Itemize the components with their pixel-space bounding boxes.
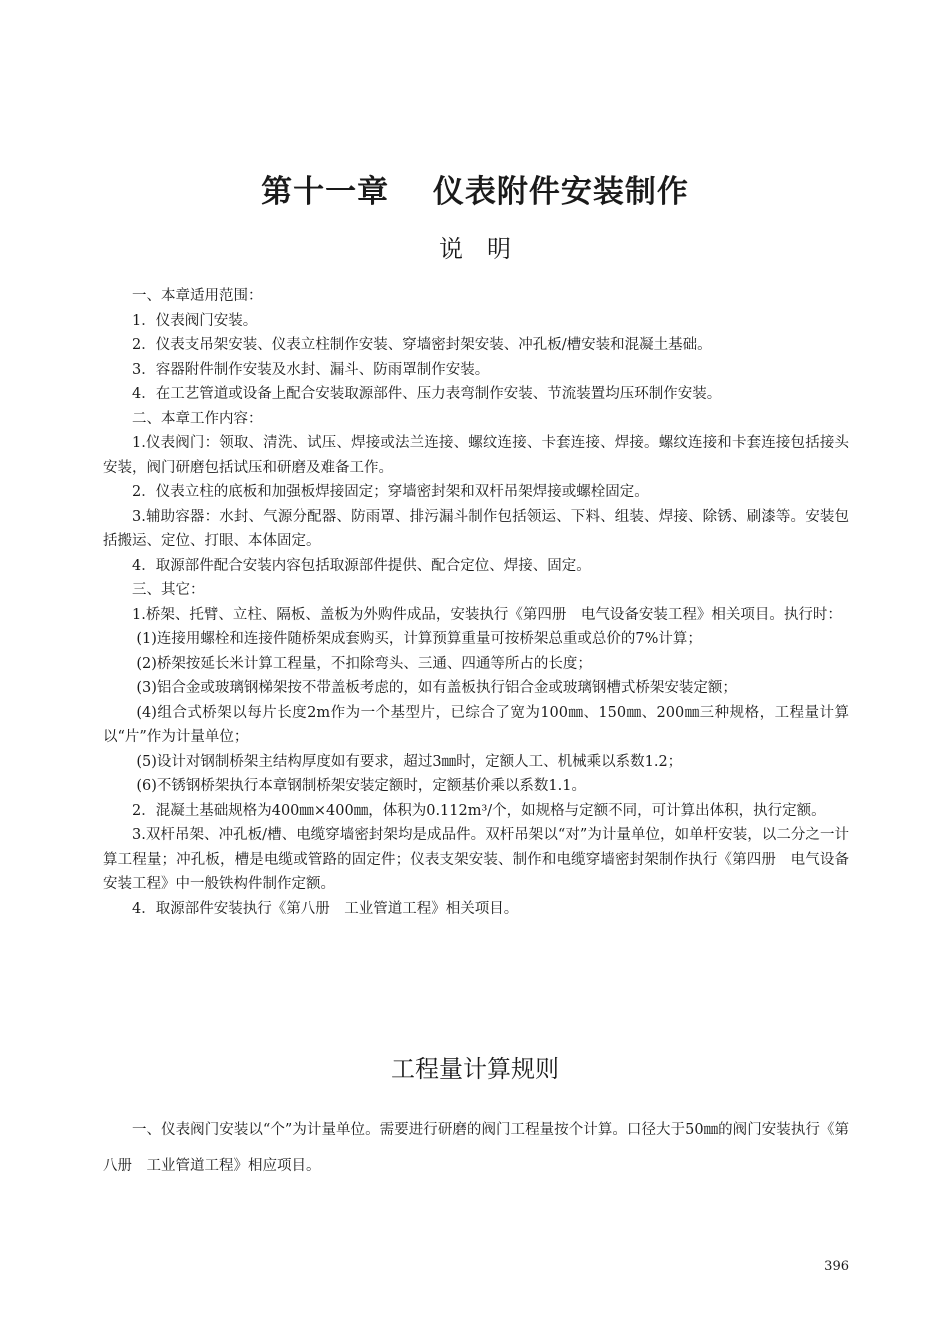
paragraph: 1.仪表阀门：领取、清洗、试压、焊接或法兰连接、螺纹连接、卡套连接、焊接。螺纹连接和卡套连接包括接头安装，阀门研磨包括试压和研磨及难备工作。 (103, 435, 849, 476)
sub-paragraph: (1)连接用螺栓和连接件随桥架成套购买，计算预算重量可按桥架总重或总价的7%计算； (136, 631, 702, 647)
sub-paragraph: (3)铝合金或玻璃钢梯架按不带盖板考虑的，如有盖板执行铝合金或玻璃钢槽式桥架安装定额； (136, 680, 737, 696)
paragraph: 3.辅助容器：水封、气源分配器、防雨罩、排污漏斗制作包括领运、下料、组装、焊接、除锈、刷漆等。安装包括搬运、定位、打眼、本体固定。 (103, 508, 849, 549)
paragraph: 一、本章适用范围： (132, 288, 263, 304)
chapter-title: 第十一章 仪表附件安装制作 (261, 174, 689, 210)
paragraph: 3.双杆吊架、冲孔板/槽、电缆穿墙密封架均是成品件。双杆吊架以“对”为计量单位，如单杆安装，以二分之一计算工程量；冲孔板，槽是电缆或管路的固定件；仪表支架安装、制作和电缆穿墙密封架制作执行《第四册 电气设备安装工程》中一般铁构件制作定额。 (103, 827, 849, 892)
paragraph: 4．取源部件安装执行《第八册 工业管道工程》相关项目。 (132, 900, 519, 917)
paragraph: 4．在工艺管道或设备上配合安装取源部件、压力表弯制作安装、节流装置均压环制作安装。 (132, 386, 722, 402)
paragraph: 3．容器附件制作安装及水封、漏斗、防雨罩制作安装。 (132, 361, 490, 378)
page-number: 396 (824, 1259, 849, 1274)
paragraph: 1．仪表阀门安装。 (132, 312, 258, 329)
paragraph: 2．仪表支吊架安装、仪表立柱制作安装、穿墙密封架安装、冲孔板/槽安装和混凝土基础。 (132, 337, 712, 353)
paragraph: 二、本章工作内容： (132, 410, 263, 427)
explanation-body (103, 284, 849, 921)
paragraph: 三、其它： (132, 582, 205, 598)
sub-paragraph: (5)设计对钢制桥架主结构厚度如有要求，超过3㎜时，定额人工、机械乘以系数1.2； (136, 753, 683, 770)
rules-section-title: 工程量计算规则 (391, 1055, 559, 1083)
sub-paragraph: (2)桥架按延长米计算工程量，不扣除弯头、三通、四通等所占的长度； (136, 655, 592, 672)
paragraph: 一、仪表阀门安装以“个”为计量单位。需要进行研磨的阀门工程量按个计算。口径大于50㎜的阀门安装执行《第八册 工业管道工程》相应项目。 (103, 1122, 849, 1174)
paragraph: 1.桥架、托臂、立柱、隔板、盖板为外购件成品，安装执行《第四册 电气设备安装工程》相关项目。执行时： (132, 606, 842, 623)
paragraph: 2．仪表立柱的底板和加强板焊接固定；穿墙密封架和双杆吊架焊接或螺栓固定。 (132, 484, 649, 500)
section-title: 说 明 (439, 235, 511, 263)
sub-paragraph: (4)组合式桥架以每片长度2m作为一个基型片，已综合了宽为100㎜、150㎜、200㎜三种规格，工程量计算以“片”作为计量单位； (103, 704, 849, 745)
sub-paragraph: (6)不锈钢桥架执行本章钢制桥架安装定额时，定额基价乘以系数1.1。 (136, 778, 586, 794)
paragraph: 2．混凝土基础规格为400㎜×400㎜，体积为0.112m³/个，如规格与定额不同，可计算出体积，执行定额。 (132, 802, 826, 819)
paragraph: 4．取源部件配合安装内容包括取源部件提供、配合定位、焊接、固定。 (132, 557, 591, 574)
rules-body (103, 1112, 849, 1184)
